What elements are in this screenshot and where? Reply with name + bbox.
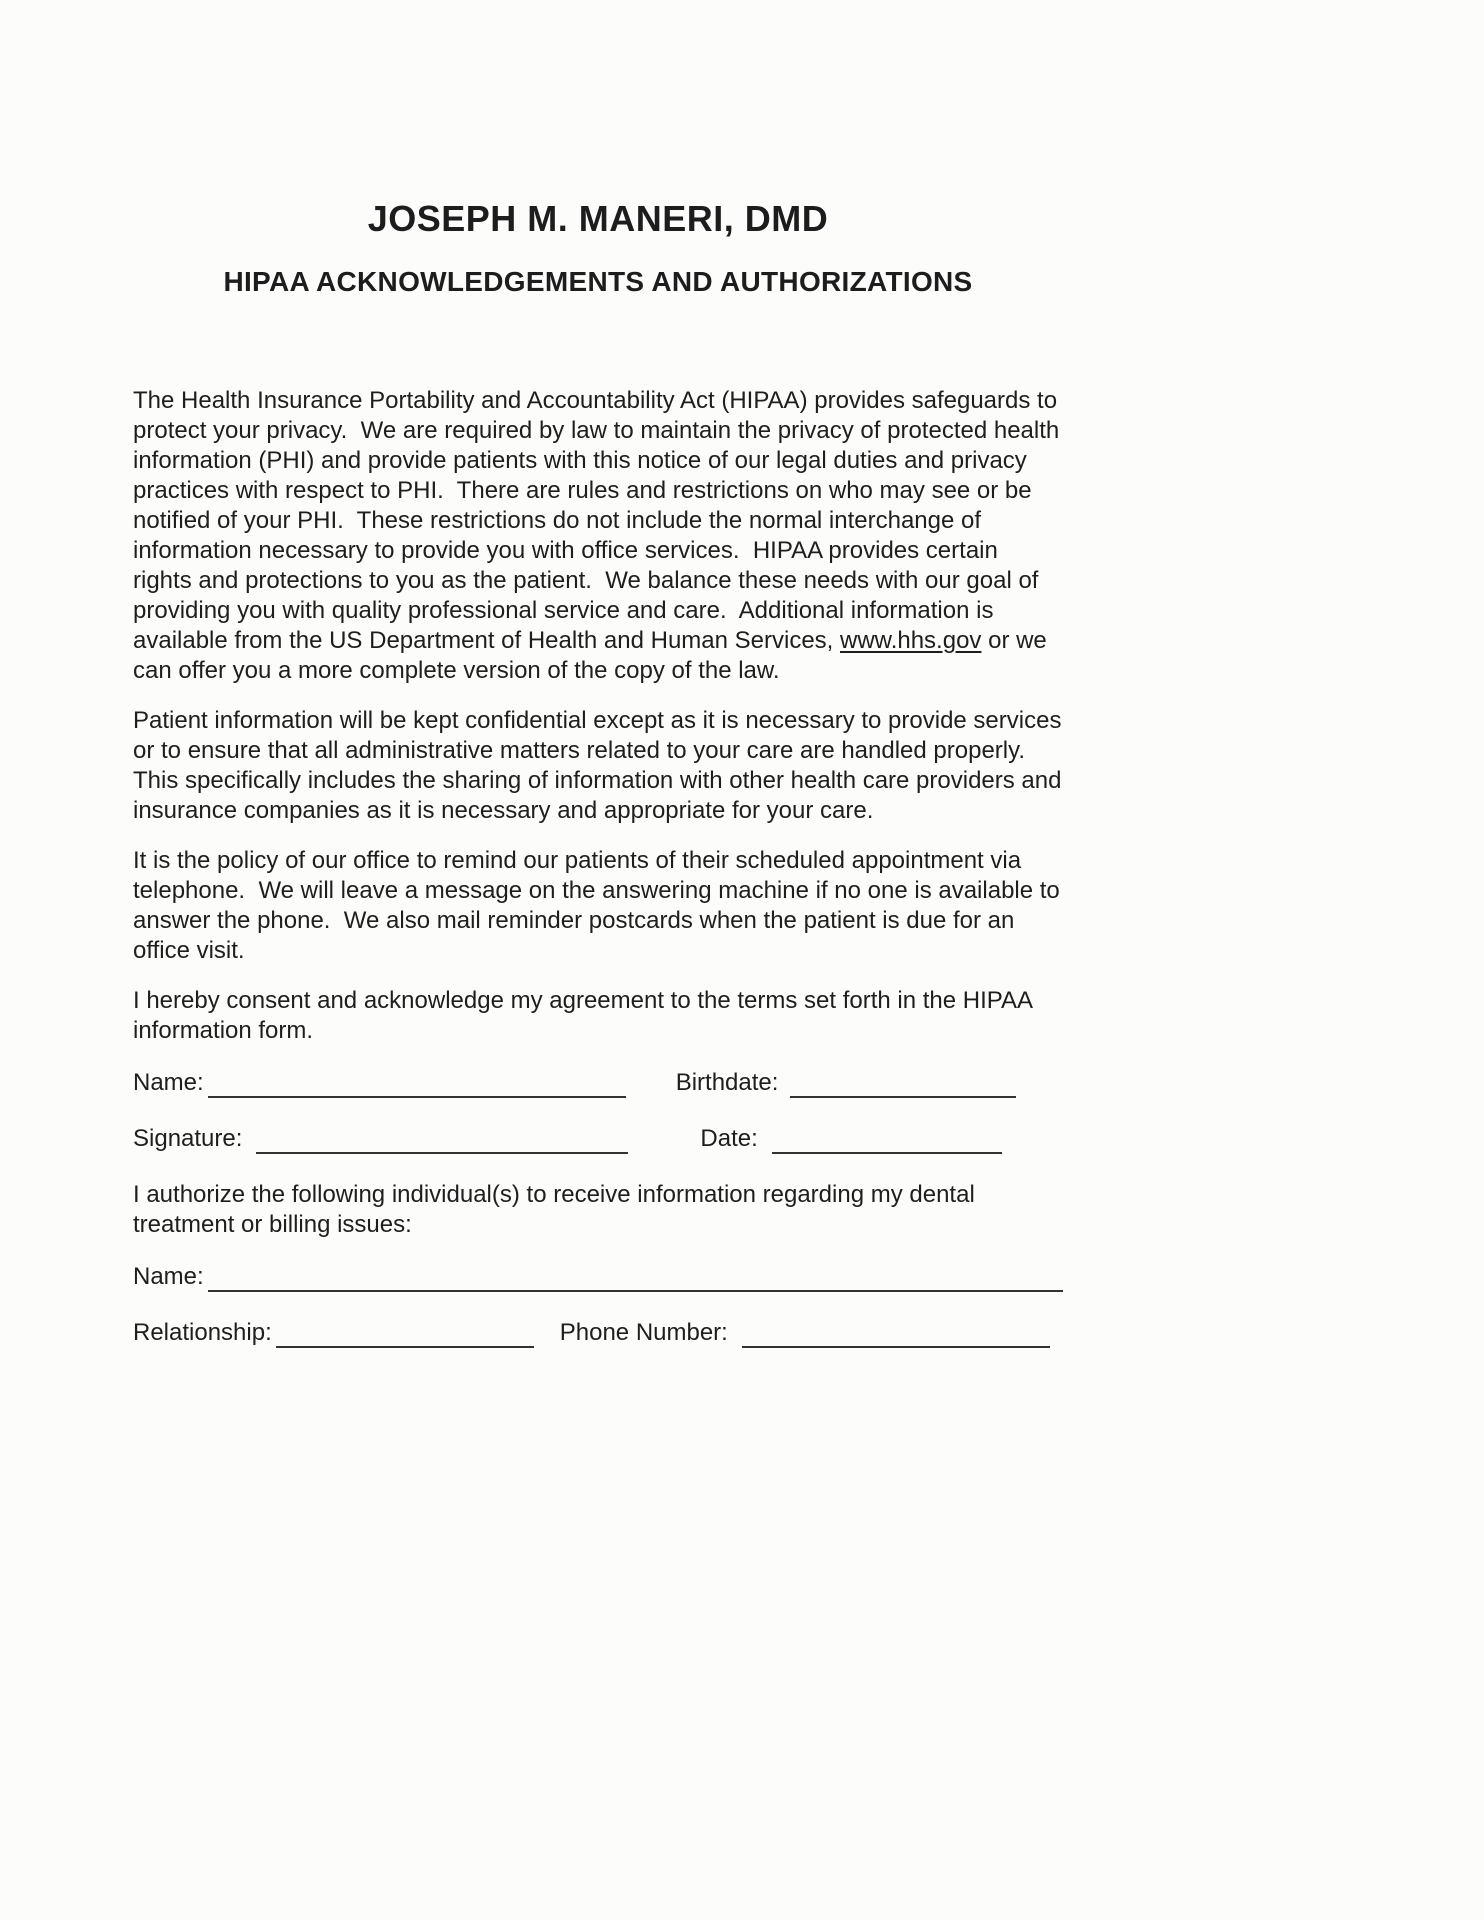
- date-field-line[interactable]: [772, 1124, 1002, 1154]
- signature-field-line[interactable]: [256, 1124, 628, 1154]
- paragraph-confidentiality: Patient information will be kept confidential except as it is necessary to provide services or to ensure that all administrative matters related to your care are handled properly. This specifically includes the sharing of information with other health care providers and insurance companies as it is necessary and appropriate for your care.: [133, 707, 1069, 824]
- hhs-gov-link[interactable]: www.hhs.gov: [840, 627, 982, 654]
- hipaa-intro-text-part1: The Health Insurance Portability and Accountability Act (HIPAA) provides safeguards to protect your privacy. We are required by law to maintain the privacy of protected health information (PHI) and provide patients with this notice of our legal duties and privacy practices with respect to PHI. There are rules and restrictions on who may see or be notified of your PHI. These restrictions do not include the normal interchange of information necessary to provide you with office services. HIPAA provides certain rights and protections to you as the patient. We balance these needs with our goal of providing you with quality professional service and care. Additional information is available from the US Department of Health and Human Services,: [133, 387, 1066, 654]
- authorized-name-field-line[interactable]: [208, 1262, 1063, 1292]
- document-title: JOSEPH M. MANERI, DMD: [367, 198, 829, 239]
- document-subtitle: HIPAA ACKNOWLEDGEMENTS AND AUTHORIZATIONS: [223, 266, 973, 297]
- relationship-field-line[interactable]: [276, 1318, 534, 1348]
- hipaa-intro-text-part2: or we can offer you a more complete version of the copy of the law.: [133, 627, 1054, 684]
- signature-date-row: [133, 1124, 1063, 1154]
- phone-number-field-line[interactable]: [742, 1318, 1050, 1348]
- name-field-line[interactable]: [208, 1068, 626, 1098]
- paragraph-consent: I hereby consent and acknowledge my agreement to the terms set forth in the HIPAA information form.: [133, 987, 1039, 1044]
- birthdate-label: Birthdate:: [675, 1069, 779, 1096]
- paragraph-authorization: I authorize the following individual(s) to receive information regarding my dental treatment or billing issues:: [133, 1181, 982, 1238]
- birthdate-field-line[interactable]: [790, 1068, 1016, 1098]
- authorized-name-row: [133, 1262, 1063, 1292]
- paragraph-hipaa-intro: [133, 386, 1066, 686]
- name-birthdate-row: [133, 1068, 1063, 1098]
- paragraph-appointment-policy: It is the policy of our office to remind our patients of their scheduled appointment via telephone. We will leave a message on the answering machine if no one is available to answer the phone. We also mail reminder postcards when the patient is due for an office visit.: [133, 847, 1067, 964]
- relationship-phone-row: [133, 1318, 1063, 1348]
- signature-label: Signature:: [133, 1125, 243, 1152]
- date-label: Date:: [700, 1125, 758, 1152]
- document-content: [133, 198, 1069, 1374]
- authorized-name-label: Name:: [133, 1263, 204, 1290]
- relationship-label: Relationship:: [133, 1319, 272, 1346]
- name-label: Name:: [133, 1069, 204, 1096]
- phone-number-label: Phone Number:: [559, 1319, 728, 1346]
